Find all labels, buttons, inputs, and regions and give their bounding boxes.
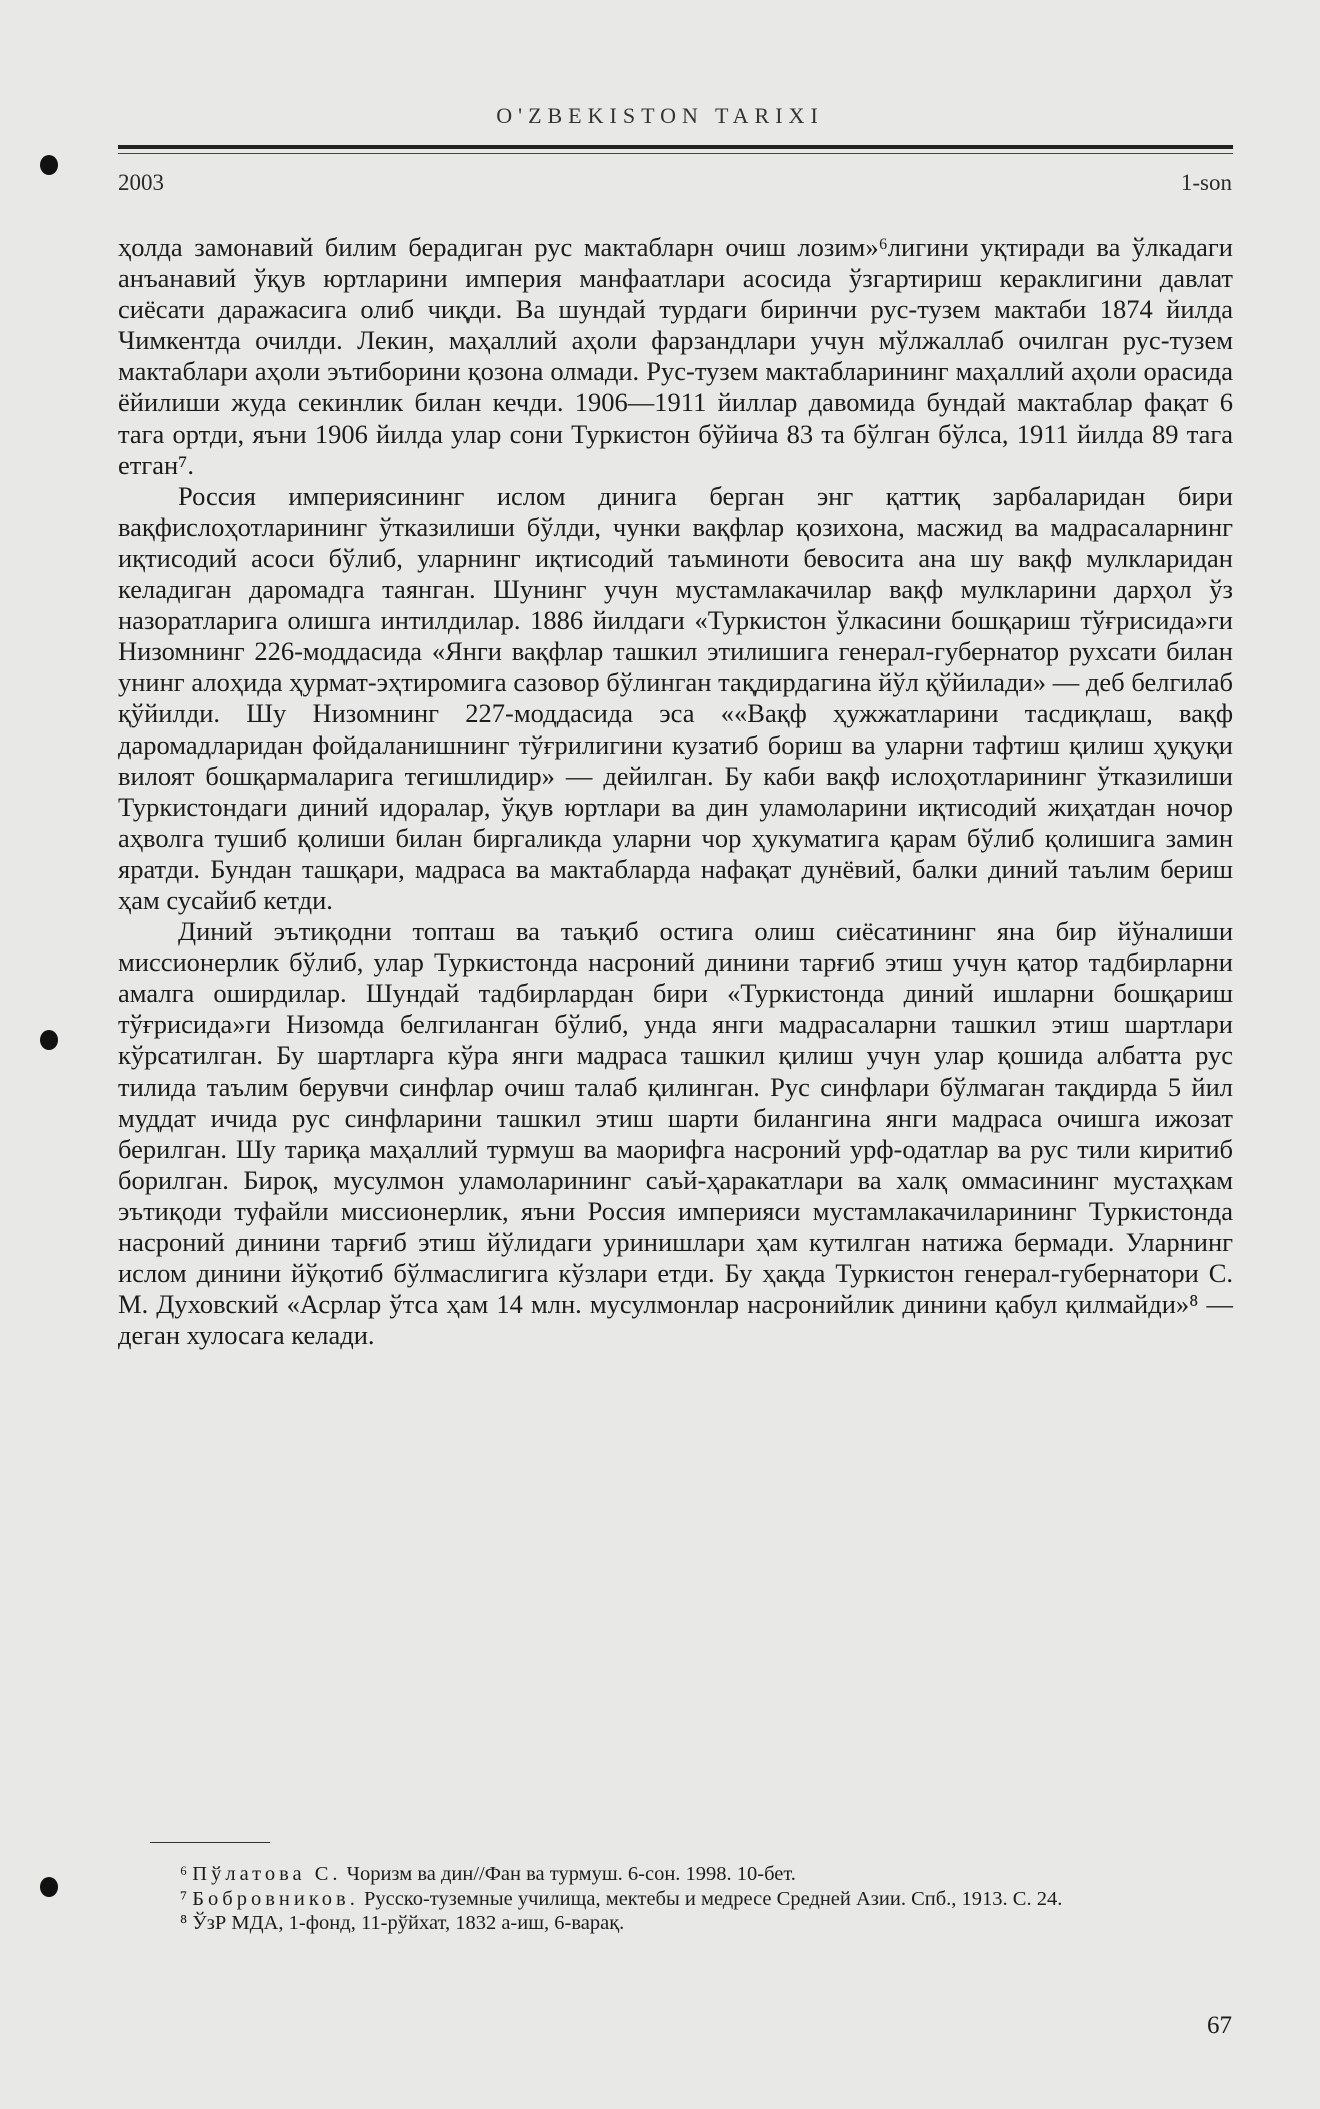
footnote-text: Русско-туземные училища, мектебы и медресе Средней Азии. Спб., 1913. С. 24. [363, 1887, 1063, 1910]
footnote-text: ЎзР МДА, 1-фонд, 11-рўйхат, 1832 а-иш, 6-варақ. [192, 1912, 625, 1934]
header-rule-thick [118, 145, 1233, 149]
footnote [118, 1862, 1233, 1887]
footnote-number: ⁷ [180, 1887, 188, 1910]
punch-hole [40, 1030, 58, 1050]
footnote-separator [150, 1842, 270, 1843]
paragraph: ҳолда замонавий билим берадиган рус мактабларн очиш лозим»⁶лигини уқтиради ва ўлкадаги анъанавий ўқув юртларини империя манфаатлари асосида ўзгартириш кераклигини давлат сиёсати даражасига олиб чиқди. Ва шундай турдаги биринчи рус-тузем мактаби 1874 йилда Чимкентда очилди. Лекин, маҳаллий аҳоли фарзандлари учун мўлжаллаб очилган рус-тузем мактаблари аҳоли эътиборини қозона олмади. Рус-тузем мактабларининг маҳаллий аҳоли орасида ёйилиши жуда секинлик билан кечди. 1906—1911 йиллар давомида бундай мактаблар фақат 6 тага ортди, яъни 1906 йилда улар сони Туркистон бўйича 83 та бўлган бўлса, 1911 йилда 89 тага етган⁷. [118, 232, 1233, 480]
paragraph: Диний эътиқодни топташ ва таъқиб остига олиш сиёсатининг яна бир йўналиши миссионерлик бўлиб, улар Туркистонда насроний динини тарғиб этиш учун қатор тадбирларни амалга оширдилар. Шундай тадбирлардан бири «Туркистонда диний ишларни бошқариш тўғрисида»ги Низомда белгиланган бўлиб, унда янги мадрасаларни ташкил этиш шартлари кўрсатилган. Бу шартларга кўра янги мадраса ташкил қилиш учун улар қошида албатта рус тилида таълим берувчи синфлар очиш талаб қилинган. Рус синфлари бўлмаган тақдирда 5 йил муддат ичида рус синфларини ташкил этиш шарти билангина янги мадраса очишга ижозат берилган. Шу тариқа маҳаллий турмуш ва маорифга насроний урф-одатлар ва рус тили киритиб борилган. Бироқ, мусулмон уламоларининг саъй-ҳаракатлари ва халқ оммасининг мустаҳкам эътиқоди туфайли миссионерлик, яъни Россия империяси мустамлакачиларининг Туркистонда насроний динини тарғиб этиш йўлидаги уринишлари ҳам кутилган натижа бермади. Уларнинг ислом динини йўқотиб бўлмаслигига кўзлари етди. Бу ҳақда Туркистон генерал-губернатори С. М. Духовский «Асрлар ўтса ҳам 14 млн. мусулмонлар насронийлик динини қабул қилмайди»⁸ — деган хулосага келади. [118, 916, 1233, 1351]
punch-hole [40, 155, 58, 175]
punch-hole [40, 1877, 58, 1897]
footnote-text: Чоризм ва дин//Фан ва турмуш. 6-сон. 1998. 10-бет. [346, 1863, 796, 1885]
footnote-number: ⁸ [180, 1912, 188, 1934]
footnotes [118, 1862, 1233, 1936]
header-issue: 1-son [1180, 170, 1232, 195]
page-number: 67 [1207, 2012, 1232, 2039]
footnote-author: Пўлатова С. [192, 1863, 342, 1885]
journal-title: O'ZBEKISTON TARIXI [496, 103, 824, 128]
footnote [118, 1887, 1233, 1912]
footnote-author: Бобровников. [192, 1887, 359, 1910]
footnote-number: ⁶ [180, 1863, 188, 1885]
paragraph: Россия империясининг ислом динига берган энг қаттиқ зарбаларидан бири вақфислоҳотларининг ўтказилиши бўлди, чунки вақфлар қозихона, масжид ва мадрасаларнинг иқтисодий асоси бўлиб, уларнинг иқтисодий таъминоти бевосита ана шу вақф мулкларидан келадиган даромадга таянган. Шунинг учун мустамлакачилар вақф мулкларини дарҳол ўз назоратларига олишга интилдилар. 1886 йилдаги «Туркистон ўлкасини бошқариш тўғрисида»ги Низомнинг 226-моддасида «Янги вақфлар ташкил этилишига генерал-губернатор рухсати билан унинг алоҳида ҳурмат-эҳтиромига сазовор бўлинган тақдирдагина йўл қўйилади» — деб белгилаб қўйилди. Шу Низомнинг 227-моддасида эса ««Вақф ҳужжатларини тасдиқлаш, вақф даромадларидан фойдаланишнинг тўғрилигини кузатиб бориш ва уларни тафтиш қилиш ҳуқуқи вилоят бошқармаларига тегишлидир» — дейилган. Бу каби вақф ислоҳотларининг ўтказилиши Туркистондаги диний идоралар, ўқув юртлари ва дин уламоларини иқтисодий жиҳатдан ночор аҳволга тушиб қолиши билан биргаликда уларни чор ҳукуматига қарам бўлиб қолишига замин яратди. Бундан ташқари, мадраса ва мактабларда нафақат дунёвий, балки диний таълим бериш ҳам сусайиб кетди. [118, 480, 1233, 915]
footnote [118, 1911, 1233, 1936]
header-rule-thin [118, 153, 1233, 154]
header-year: 2003 [118, 170, 164, 195]
article-body [118, 232, 1233, 1351]
